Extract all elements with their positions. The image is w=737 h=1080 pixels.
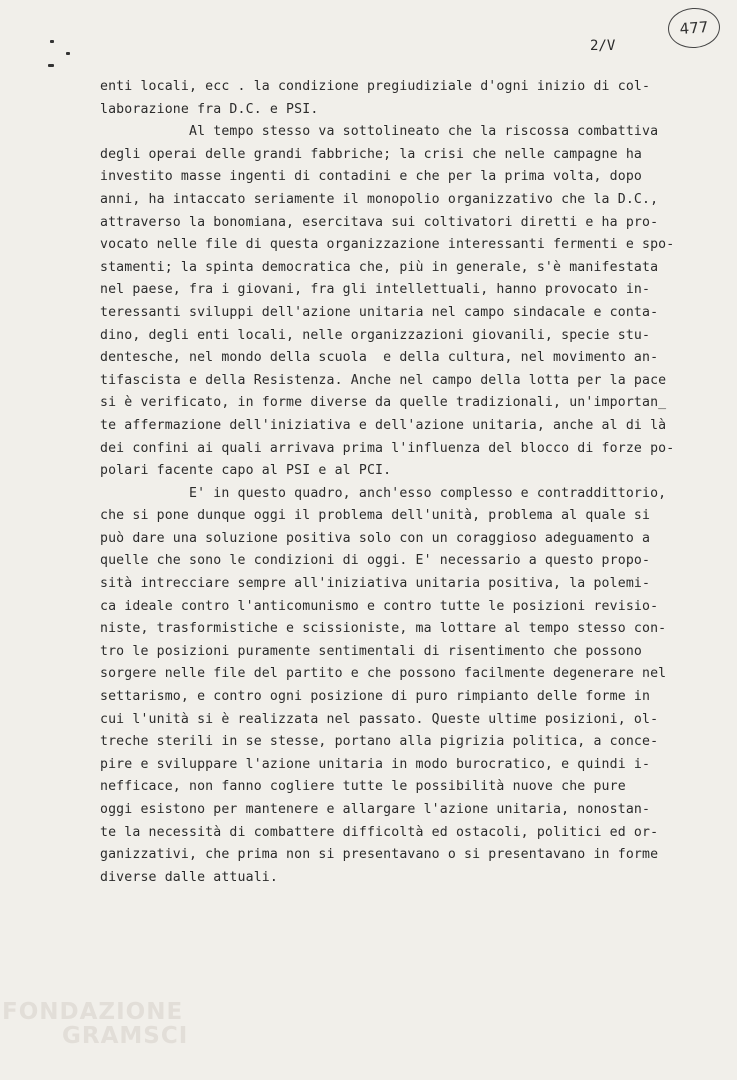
punch-mark — [66, 52, 70, 55]
text-line: tifascista e della Resistenza. Anche nel campo della lotta per la pace — [100, 372, 667, 388]
typewritten-body — [100, 76, 720, 889]
text-line: nefficace, non fanno cogliere tutte le possibilità nuove che pure — [100, 779, 626, 795]
text-line: enti locali, ecc . la condizione pregiudiziale d'ogni inizio di col- — [100, 79, 651, 94]
text-line: quelle che sono le condizioni di oggi. E' necessario a questo propo- — [100, 553, 651, 569]
text-line: si è verificato, in forme diverse da quelle tradizionali, un'importan_ — [100, 395, 667, 411]
text-line: può dare una soluzione positiva solo con un coraggioso adeguamento a — [100, 530, 651, 546]
text-line: dei confini ai quali arrivava prima l'influenza del blocco di forze po- — [100, 440, 675, 456]
text-line: niste, trasformistiche e scissioniste, ma lottare al tempo stesso con- — [100, 621, 667, 637]
text-line: dino, degli enti locali, nelle organizzazioni giovanili, specie stu- — [100, 327, 651, 343]
text-line: che si pone dunque oggi il problema dell'unità, problema al quale si — [100, 508, 651, 524]
text-line: vocato nelle file di questa organizzazione interessanti fermenti e spo- — [100, 237, 675, 253]
text-line: nel paese, fra i giovani, fra gli intellettuali, hanno provocato in- — [100, 282, 651, 298]
text-line: degli operai delle grandi fabbriche; la crisi che nelle campagne ha — [100, 146, 642, 162]
text-line: sità intrecciare sempre all'iniziativa unitaria positiva, la polemi- — [100, 576, 651, 592]
text-line: ca ideale contro l'anticomunismo e contro tutte le posizioni revisio- — [100, 598, 659, 614]
text-line: stamenti; la spinta democratica che, più in generale, s'è manifestata — [100, 259, 659, 275]
text-line: attraverso la bonomiana, esercitava sui coltivatori diretti e ha pro- — [100, 214, 659, 230]
text-line: anni, ha intaccato seriamente il monopolio organizzativo che la D.C., — [100, 191, 659, 207]
watermark — [2, 1000, 188, 1048]
text-line: polari facente capo al PSI e al PCI. — [100, 463, 392, 479]
page-number: 2/V — [590, 38, 616, 54]
punch-mark — [50, 40, 54, 43]
text-line: te la necessità di combattere difficoltà ed ostacoli, politici ed or- — [100, 824, 659, 840]
text-line: ganizzativi, che prima non si presentavano o si presentavano in forme — [100, 847, 659, 863]
archive-number-stamp: 477 — [667, 6, 722, 50]
text-line: tro le posizioni puramente sentimentali di risentimento che possono — [100, 643, 642, 659]
text-line: diverse dalle attuali. — [100, 869, 278, 885]
text-line: settarismo, e contro ogni posizione di puro rimpianto delle forme in — [100, 689, 651, 705]
text-line: oggi esistono per mantenere e allargare l'azione unitaria, nonostan- — [100, 802, 651, 817]
text-line: teressanti sviluppi dell'azione unitaria nel campo sindacale e conta- — [100, 304, 659, 320]
text-line: pire e sviluppare l'azione unitaria in modo burocratico, e quindi i- — [100, 756, 651, 772]
text-line: sorgere nelle file del partito e che possono facilmente degenerare nel — [100, 666, 667, 682]
text-line: dentesche, nel mondo della scuola e della cultura, nel movimento an- — [100, 350, 659, 366]
watermark-line1: FONDAZIONE — [2, 999, 184, 1025]
text-line: cui l'unità si è realizzata nel passato. Queste ultime posizioni, ol- — [100, 711, 659, 727]
text-line: treche sterili in se stesse, portano alla pigrizia politica, a conce- — [100, 734, 659, 750]
text-line: laborazione fra D.C. e PSI. — [100, 101, 319, 117]
text-line: investito masse ingenti di contadini e che per la prima volta, dopo — [100, 169, 642, 185]
punch-mark — [48, 64, 54, 67]
text-line: te affermazione dell'iniziativa e dell'azione unitaria, anche al di là — [100, 417, 667, 433]
text-line: Al tempo stesso va sottolineato che la riscossa combattiva — [100, 124, 659, 140]
watermark-line2: GRAMSCI — [62, 1023, 189, 1049]
text-line: E' in questo quadro, anch'esso complesso e contraddittorio, — [100, 485, 667, 501]
